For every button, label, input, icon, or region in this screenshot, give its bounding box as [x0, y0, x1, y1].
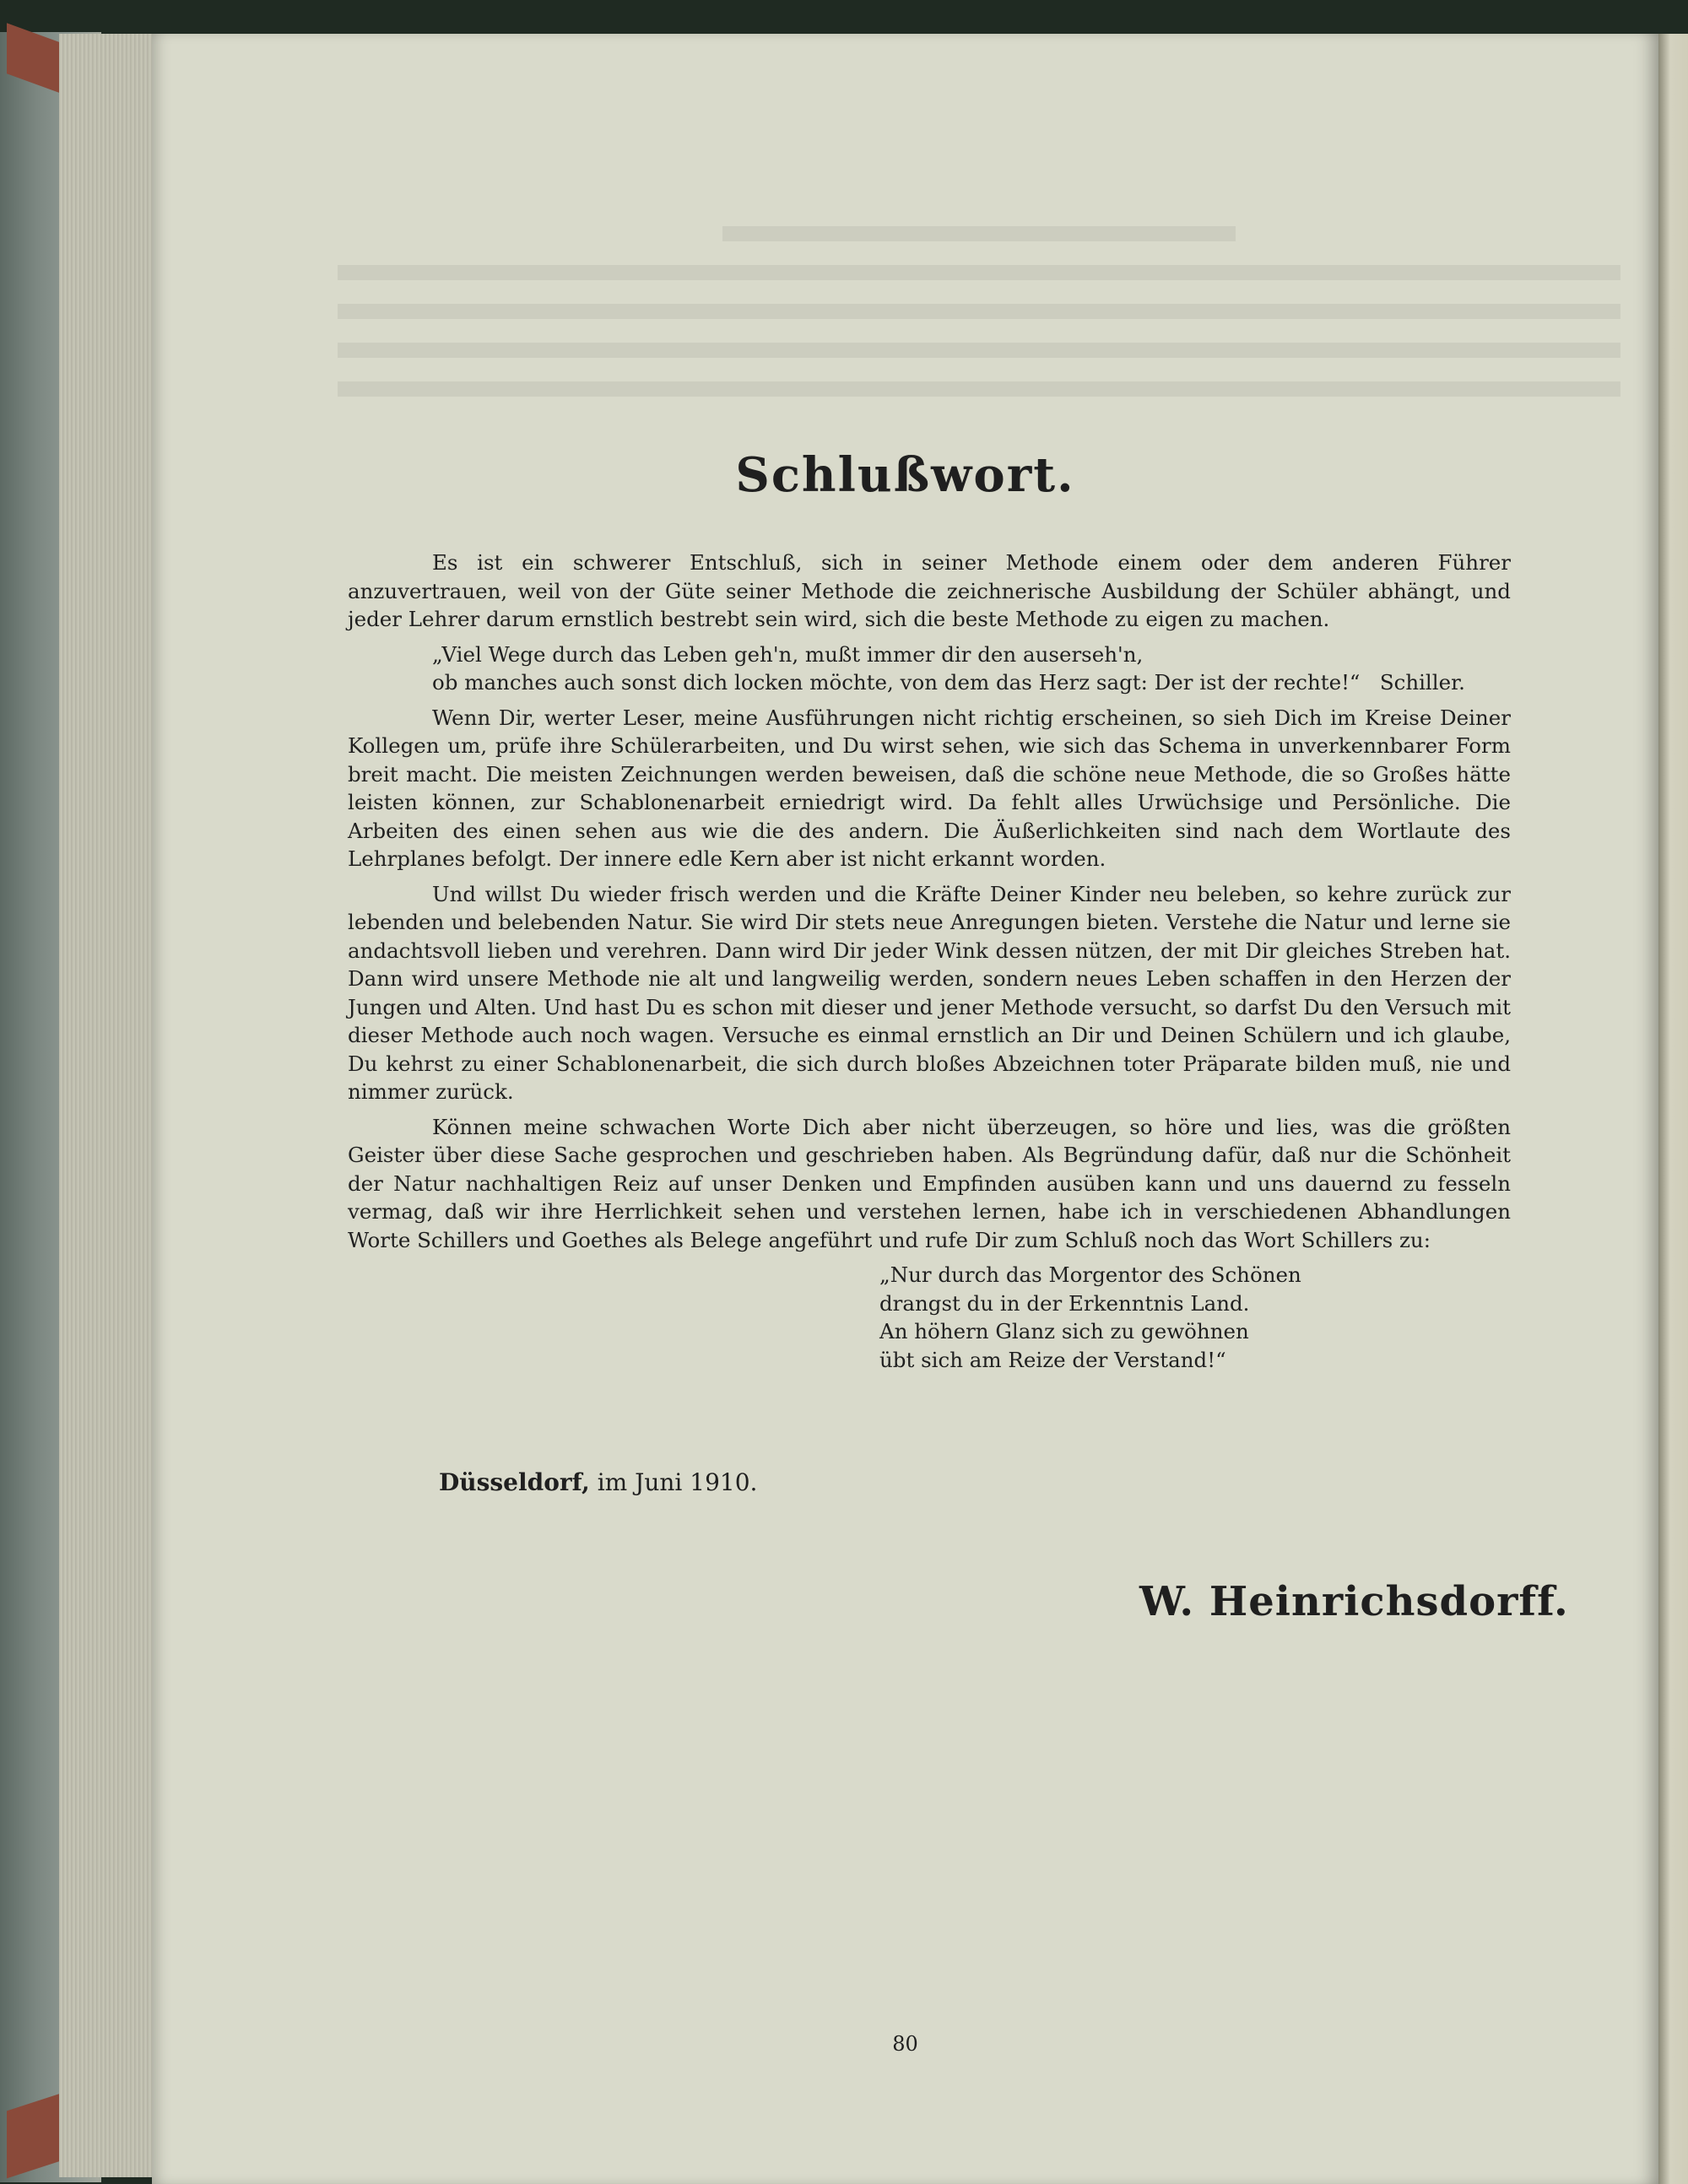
schiller-quote-1 [432, 641, 1511, 697]
quote-line-2-text: ob manches auch sonst dich locken möchte, von dem das Herz sagt: Der ist der rechte!“ [432, 670, 1361, 695]
paragraph-3: Und willst Du wieder frisch werden und die Kräfte Deiner Kinder neu beleben, so kehre zurück zur lebenden und belebenden Natur. Sie wird Dir stets neue Anregungen bieten. Verstehe die Natur und lerne sie andachtsvoll lieben und verehren. Dann wird Dir jeder Wink dessen nützen, der mit Dir gleiches Streben hat. Dann wird unsere Methode nie alt und langweilig werden, sondern neues Leben schaffen in den Herzen der Jungen und Alten. Und hast Du es schon mit dieser und jener Methode versucht, so darfst Du den Versuch mit dieser Methode auch noch wagen. Versuche es einmal ernstlich an Dir und Deinen Schülern und ich glaube, Du kehrst zu einer Schablonenarbeit, die sich durch bloßes Abzeichnen toter Präparate bilden muß, nie und nimmer zurück. [348, 881, 1511, 1104]
facing-page-edge [1658, 34, 1688, 2184]
paragraph-1: Es ist ein schwerer Entschluß, sich in seiner Methode einem oder dem anderen Führer anzuvertrauen, weil von der Güte seiner Methode die zeichnerische Ausbildung der Schüler abhängt, und jeder Lehrer darum ernstlich bestrebt sein wird, sich die beste Methode zu eigen zu machen. [348, 550, 1511, 631]
quote-line-2 [432, 668, 1511, 697]
verse-line-3: An höhern Glanz sich zu gewöhnen [879, 1319, 1249, 1343]
show-through-text [338, 203, 1620, 456]
quote-author: Schiller. [1379, 670, 1465, 695]
place-and-date [439, 1468, 757, 1496]
verse-line-4: übt sich am Reize der Verstand!“ [879, 1347, 1226, 1372]
page-stack-edges [59, 34, 152, 2177]
date: im Juni 1910. [597, 1468, 758, 1496]
schiller-quote-2 [879, 1261, 1511, 1374]
page-title: Schlußwort. [735, 447, 1075, 503]
verse-line-2: drangst du in der Erkenntnis Land. [879, 1290, 1250, 1316]
verse-line-1: „Nur durch das Morgentor des Schönen [879, 1262, 1301, 1287]
paragraph-4: Können meine schwachen Worte Dich aber nicht überzeugen, so höre und lies, was die größten Geister über diese Sache gesprochen und geschrieben haben. Als Begründung dafür, daß nur die Schönheit der Natur nachhaltigen Reiz auf unser Denken und Empfinden ausüben kann und uns dauernd zu fesseln vermag, daß wir ihre Herrlichkeit sehen und verstehen lernen, habe ich in verschiedenen Abhandlungen Worte Schillers und Goethes als Belege angeführt und rufe Dir zum Schluß noch das Wort Schillers zu: [348, 1114, 1511, 1252]
page-number: 80 [892, 2032, 918, 2056]
paragraph-2: Wenn Dir, werter Leser, meine Ausführungen nicht richtig erscheinen, so sieh Dich im Kreise Deiner Kollegen um, prüfe ihre Schülerarbeiten, und Du wirst sehen, wie sich das Schema in unverkennbarer Form breit macht. Die meisten Zeichnungen werden beweisen, daß die schöne neue Methode, die so Großes hätte leisten können, zur Schablonenarbeit erniedrigt wird. Da fehlt alles Urwüchsige und Persönliche. Die Arbeiten des einen sehen aus wie die des andern. Die Äußerlichkeiten sind nach dem Wortlaute des Lehrplanes befolgt. Der innere edle Kern aber ist nicht erkannt worden. [348, 705, 1511, 871]
author-signature: W. Heinrichsdorff. [1139, 1578, 1569, 1625]
body-text [348, 549, 1511, 1374]
book-page [152, 34, 1658, 2184]
place-name: Düsseldorf, [439, 1468, 590, 1496]
quote-line-1: „Viel Wege durch das Leben geh'n, mußt immer dir den auserseh'n, [432, 641, 1144, 667]
